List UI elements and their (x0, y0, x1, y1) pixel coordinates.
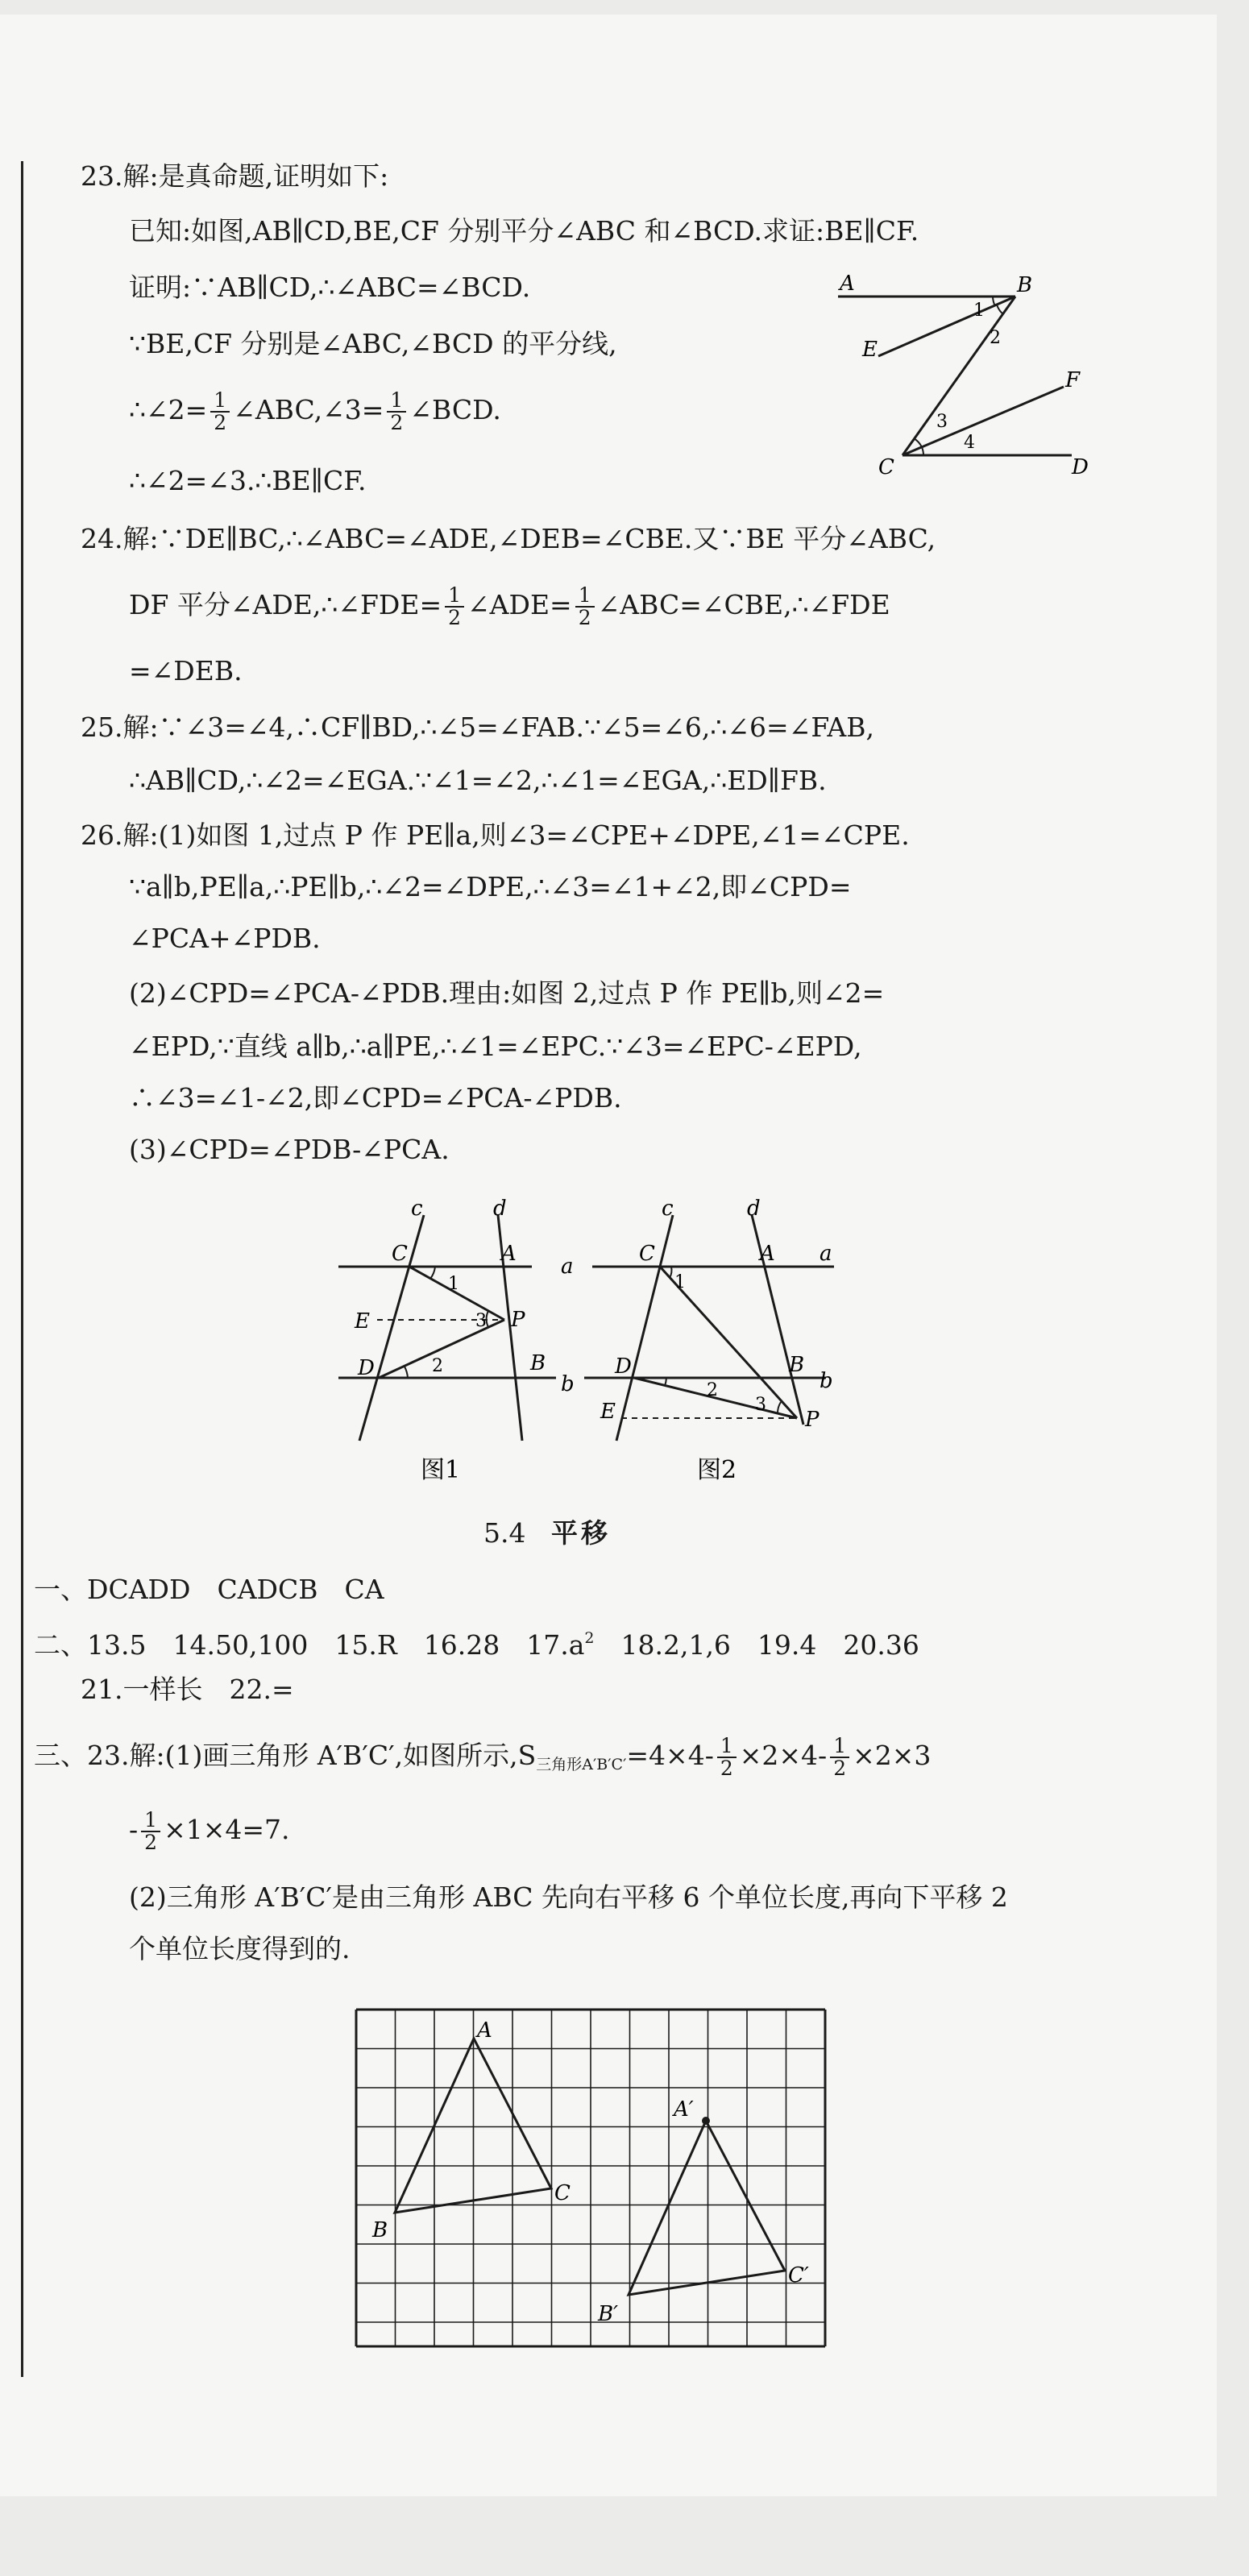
s54-q23-line-2-b: ×1×4=7. (164, 1814, 290, 1845)
line-a-label: a (820, 1242, 832, 1266)
angle-arc-3 (914, 438, 922, 447)
q26-figure-2 (576, 1199, 850, 1489)
q23-figure (830, 266, 1096, 483)
q23-conclusion: ∴∠2=∠3.∴BE∥CF. (129, 465, 367, 496)
angle-arc-2 (405, 1367, 408, 1378)
line-c-label: c (411, 1199, 423, 1221)
fraction-numerator: 1 (575, 585, 595, 608)
section-number: 5.4 (483, 1517, 526, 1549)
angle-arc-3 (778, 1402, 781, 1413)
fraction-half (445, 585, 464, 628)
q25-line-1: 25.解:∵∠3=∠4,∴CF∥BD,∴∠5=∠FAB.∵∠5=∠6,∴∠6=∠FAB, (81, 711, 874, 743)
fraction-denominator: 2 (448, 606, 462, 629)
q23-proof-3-b: ∠ABC,∠3= (233, 394, 384, 425)
s54-q23-line-1 (34, 1736, 931, 1782)
line-b-label: b (820, 1369, 833, 1393)
q26-line-2: ∵a∥b,PE∥a,∴PE∥b,∴∠2=∠DPE,∴∠3=∠1+∠2,即∠CPD= (129, 871, 852, 902)
angle-1-label: 1 (674, 1272, 686, 1292)
angle-arc-2 (997, 305, 1003, 314)
angle-arc-1 (430, 1267, 435, 1279)
part-2-answers-a: 二、13.5 14.50,100 15.R 16.28 17.a (34, 1629, 585, 1661)
fraction-denominator: 2 (214, 411, 227, 434)
part-2-answers (34, 1621, 919, 1662)
q26-line-5: ∠EPD,∵直线 a∥b,∴a∥PE,∴∠1=∠EPC.∵∠3=∠EPC-∠EPD, (129, 1031, 862, 1062)
area-subscript: 三角形A′B′C′ (536, 1756, 627, 1773)
q24-line-2-b: ∠ADE= (467, 589, 572, 620)
fraction-denominator: 2 (720, 1757, 733, 1780)
point-a-label: A (501, 1242, 517, 1266)
s54-q23-line-4: 个单位长度得到的. (129, 1933, 351, 1964)
q25-line-2: ∴AB∥CD,∴∠2=∠EGA.∵∠1=∠2,∴∠1=∠EGA,∴ED∥FB. (129, 765, 827, 796)
fraction-half (141, 1810, 160, 1853)
part-2-answers-b: 18.2,1,6 19.4 20.36 (594, 1629, 919, 1661)
angle-2-label: 2 (707, 1380, 718, 1400)
exponent: 2 (584, 1629, 595, 1647)
q24-line-3: =∠DEB. (129, 655, 243, 687)
angle-3-label: 3 (936, 412, 948, 432)
angle-1-label: 1 (448, 1274, 459, 1294)
q23-proof-1: 证明:∵AB∥CD,∴∠ABC=∠BCD. (129, 272, 531, 303)
point-b-label: B (1017, 273, 1033, 297)
point-f-label: F (1065, 368, 1081, 392)
point-d-label: D (358, 1356, 375, 1380)
angle-3-label: 3 (755, 1395, 766, 1415)
point-d-label: D (1072, 455, 1089, 479)
q26-line-4: (2)∠CPD=∠PCA-∠PDB.理由:如图 2,过点 P 作 PE∥b,则∠2= (129, 977, 885, 1009)
s54-q23-line-1-a: 三、23.解:(1)画三角形 A′B′C′,如图所示,S (34, 1740, 537, 1771)
point-a-prime-label: A′ (674, 2097, 694, 2122)
point-a-label: A (477, 2018, 492, 2043)
point-c-label: C (639, 1242, 655, 1266)
fraction-half (830, 1736, 849, 1779)
fraction-half (575, 585, 595, 628)
fraction-numerator: 1 (830, 1736, 849, 1758)
point-b-label: B (530, 1351, 546, 1375)
point-c-label: C (554, 2181, 571, 2205)
angle-arc-1 (993, 297, 995, 306)
q24-line-2-a: DF 平分∠ADE,∴∠FDE= (129, 589, 442, 620)
point-a-label: A (840, 272, 855, 296)
point-e-label: E (355, 1309, 370, 1334)
point-b-label: B (372, 2218, 388, 2242)
point-c-label: C (392, 1242, 408, 1266)
fraction-denominator: 2 (578, 606, 591, 629)
q26-line-6: ∴∠3=∠1-∠2,即∠CPD=∠PCA-∠PDB. (129, 1082, 622, 1114)
fraction-numerator: 1 (210, 390, 230, 413)
grid (356, 2010, 825, 2346)
q23-given: 已知:如图,AB∥CD,BE,CF 分别平分∠ABC 和∠BCD.求证:BE∥CF. (129, 215, 919, 247)
point-c-label: C (878, 455, 894, 479)
angle-2-label: 2 (990, 328, 1001, 348)
q23-proof-2: ∵BE,CF 分别是∠ABC,∠BCD 的平分线, (129, 328, 617, 359)
figure-1-caption: 图1 (421, 1456, 461, 1484)
s54-q23-line-2-a: - (129, 1814, 139, 1845)
line-c-label: c (662, 1199, 674, 1221)
angle-3-label: 3 (475, 1311, 487, 1331)
point-b-prime-label: B′ (598, 2302, 619, 2326)
figure-2-caption: 图2 (697, 1456, 737, 1484)
point-a-label: A (760, 1242, 775, 1266)
fraction-half (387, 390, 406, 433)
q23-proof-3-a: ∴∠2= (129, 394, 208, 425)
q24-line-1: 24.解:∵DE∥BC,∴∠ABC=∠ADE,∠DEB=∠CBE.又∵BE 平分∠ABC, (81, 523, 936, 554)
s54-q23-line-2 (129, 1810, 290, 1853)
fraction-denominator: 2 (833, 1757, 847, 1780)
s54-q23-line-3: (2)三角形 A′B′C′是由三角形 ABC 先向右平移 6 个单位长度,再向下平移 2 (129, 1881, 1008, 1913)
line-d-label: d (493, 1199, 507, 1221)
section-heading (483, 1516, 611, 1550)
fraction-numerator: 1 (717, 1736, 737, 1758)
q26-figure-1 (322, 1199, 588, 1489)
fraction-numerator: 1 (387, 390, 406, 413)
fraction-denominator: 2 (144, 1831, 158, 1854)
point-d-label: D (615, 1354, 632, 1379)
point-b-label: B (789, 1353, 805, 1377)
fraction-numerator: 1 (445, 585, 464, 608)
section-title: 平移 (550, 1517, 611, 1549)
q26-line-3: ∠PCA+∠PDB. (129, 923, 321, 954)
line-b-label: b (561, 1372, 575, 1396)
fraction-numerator: 1 (141, 1810, 160, 1832)
angle-4-label: 4 (964, 433, 975, 453)
fraction-denominator: 2 (390, 411, 404, 434)
point-e-label: E (862, 338, 878, 362)
q26-line-7: (3)∠CPD=∠PDB-∠PCA. (129, 1134, 450, 1165)
point-e-label: E (600, 1400, 616, 1424)
s54-q23-line-1-c: ×2×4- (739, 1740, 828, 1771)
s54-q23-line-1-b: =4×4- (626, 1740, 714, 1771)
q23-proof-3 (129, 390, 501, 433)
s54-q23-line-1-d: ×2×3 (853, 1740, 932, 1771)
fraction-half (210, 390, 230, 433)
line-a-label: a (561, 1255, 574, 1279)
q24-line-2-c: ∠ABC=∠CBE,∴∠FDE (597, 589, 890, 620)
q23-heading: 23.解:是真命题,证明如下: (81, 160, 389, 192)
translation-grid-figure (346, 2006, 846, 2361)
q24-line-2 (129, 585, 890, 628)
line-d-label: d (747, 1199, 761, 1221)
q23-proof-3-c: ∠BCD. (409, 394, 501, 425)
angle-arc-1 (670, 1267, 671, 1278)
angle-1-label: 1 (973, 301, 985, 321)
triangle-a2b2c2 (629, 2121, 785, 2295)
q26-line-1: 26.解:(1)如图 1,过点 P 作 PE∥a,则∠3=∠CPE+∠DPE,∠1=∠CPE. (81, 819, 910, 851)
point-p-label: P (511, 1308, 525, 1332)
fraction-half (717, 1736, 737, 1779)
point-a2-dot (702, 2117, 710, 2125)
margin-rule (21, 161, 23, 2377)
point-p-label: P (805, 1408, 820, 1432)
part-2-answers-line-2: 21.一样长 22.= (81, 1674, 294, 1705)
point-c-prime-label: C′ (788, 2263, 809, 2288)
part-1-answers: 一、DCADD CADCB CA (34, 1574, 384, 1605)
angle-2-label: 2 (432, 1356, 443, 1376)
